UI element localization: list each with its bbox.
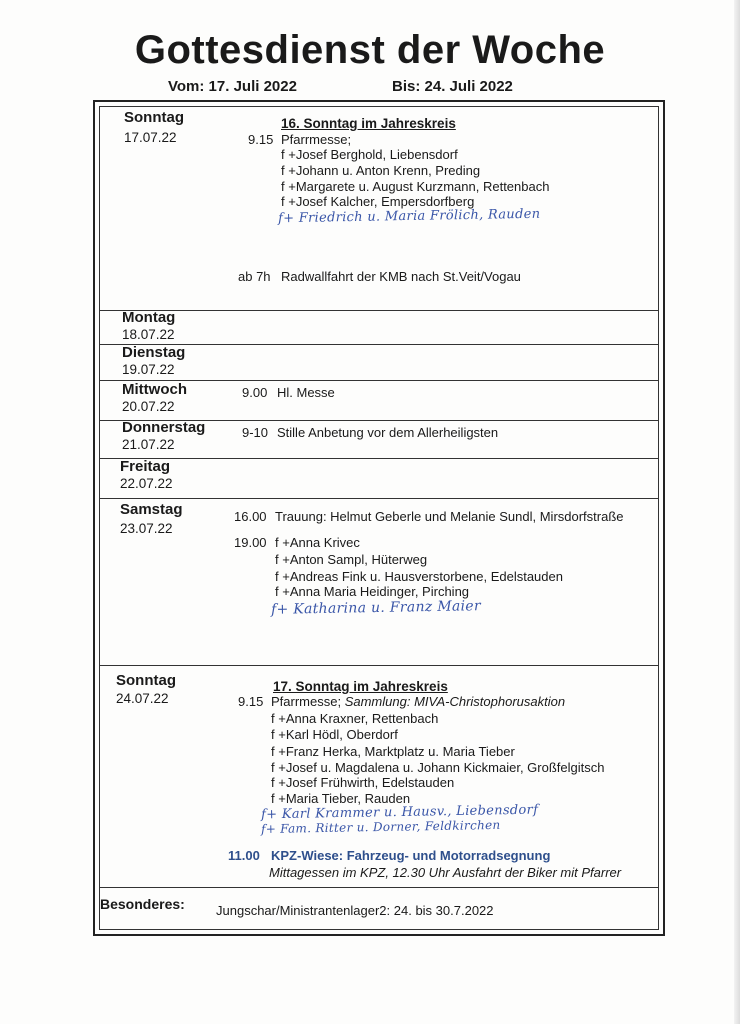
event-time-thursday: 9-10 bbox=[242, 425, 269, 440]
intention: f +Margarete u. August Kurzmann, Rettenbach bbox=[281, 179, 550, 194]
row-divider bbox=[100, 458, 658, 459]
intention: f +Anna Maria Heidinger, Pirching bbox=[275, 584, 470, 599]
intention: f +Anton Sampl, Hüterweg bbox=[275, 552, 428, 567]
day-name: Sonntag bbox=[116, 672, 176, 689]
handwritten-intention: f+ Karl Krammer u. Hausv., Liebensdorf bbox=[260, 802, 539, 823]
event-time: 16.00 bbox=[234, 509, 267, 524]
day-date-wednesday: 20.07.22 bbox=[122, 399, 175, 414]
mass-title: Pfarrmesse; bbox=[271, 694, 342, 709]
day-date-thursday: 21.07.22 bbox=[122, 437, 175, 452]
page-title: Gottesdienst der Woche bbox=[134, 28, 606, 72]
day-date: 23.07.22 bbox=[120, 521, 173, 536]
mass-title: Pfarrmesse; bbox=[281, 132, 352, 147]
handwritten-intention: f+ Fam. Ritter u. Dorner, Feldkirchen bbox=[260, 817, 501, 837]
mass-time: 19.00 bbox=[234, 535, 267, 550]
day-name-monday: Montag bbox=[122, 309, 176, 326]
mass-time: 9.15 bbox=[248, 132, 274, 147]
handwritten-intention: f+ Katharina u. Franz Maier bbox=[270, 598, 482, 618]
day-name-friday: Freitag bbox=[120, 458, 171, 475]
intention: f +Josef u. Magdalena u. Johann Kickmaier, Großfelgitsch bbox=[271, 760, 605, 775]
page-edge bbox=[734, 0, 740, 1024]
day-name-wednesday: Mittwoch bbox=[122, 381, 187, 398]
footer-label: Besonderes: bbox=[100, 896, 185, 912]
row-divider bbox=[100, 498, 658, 499]
schedule-table bbox=[93, 100, 665, 936]
event-title: KPZ-Wiese: Fahrzeug- und Motorradsegnung bbox=[271, 848, 551, 863]
event-time: 11.00 bbox=[228, 848, 260, 863]
event-text-wednesday: Hl. Messe bbox=[277, 385, 335, 400]
intention: f +Josef Kalcher, Empersdorfberg bbox=[281, 194, 475, 209]
intention: f +Andreas Fink u. Hausverstorbene, Edelstauden bbox=[275, 569, 563, 584]
event-time: ab 7h bbox=[238, 269, 271, 284]
day-date-monday: 18.07.22 bbox=[122, 327, 175, 342]
mass-title-line bbox=[271, 694, 565, 709]
intention: f +Josef Berghold, Liebensdorf bbox=[281, 147, 458, 162]
intention: f +Anna Krivec bbox=[275, 535, 360, 550]
intention: f +Johann u. Anton Krenn, Preding bbox=[281, 163, 481, 178]
day-name: Sonntag bbox=[124, 109, 184, 126]
footer-text: Jungschar/Ministrantenlager2: 24. bis 30.7.2022 bbox=[216, 903, 494, 918]
intention: f +Anna Kraxner, Rettenbach bbox=[271, 711, 439, 726]
row-divider bbox=[100, 887, 658, 888]
event-text: Trauung: Helmut Geberle und Melanie Sundl, Mirsdorfstraße bbox=[275, 509, 624, 524]
intention: f +Karl Hödl, Oberdorf bbox=[271, 727, 398, 742]
handwritten-intention: f+ Friedrich u. Maria Frölich, Rauden bbox=[277, 206, 541, 227]
intention: f +Maria Tieber, Rauden bbox=[271, 791, 411, 806]
date-to: Bis: 24. Juli 2022 bbox=[392, 78, 513, 95]
row-divider bbox=[100, 665, 658, 666]
collection-note: Sammlung: MIVA-Christophorusaktion bbox=[344, 694, 566, 709]
intention: f +Josef Frühwirth, Edelstauden bbox=[271, 775, 455, 790]
row-divider bbox=[100, 310, 658, 311]
intention: f +Franz Herka, Marktplatz u. Maria Tieber bbox=[271, 744, 515, 759]
event-text: Radwallfahrt der KMB nach St.Veit/Vogau bbox=[281, 269, 521, 284]
day-date-tuesday: 19.07.22 bbox=[122, 362, 175, 377]
day-name: Samstag bbox=[120, 501, 183, 518]
date-from: Vom: 17. Juli 2022 bbox=[168, 78, 297, 95]
event-text-thursday: Stille Anbetung vor dem Allerheiligsten bbox=[277, 425, 499, 440]
mass-time: 9.15 bbox=[238, 694, 264, 709]
day-date: 24.07.22 bbox=[116, 691, 169, 706]
day-name-thursday: Donnerstag bbox=[122, 419, 206, 436]
day-date: 17.07.22 bbox=[124, 130, 177, 145]
day-name-tuesday: Dienstag bbox=[122, 344, 186, 361]
liturgical-heading: 17. Sonntag im Jahreskreis bbox=[273, 679, 448, 694]
event-time-wednesday: 9.00 bbox=[242, 385, 268, 400]
day-date-friday: 22.07.22 bbox=[120, 476, 173, 491]
event-note: Mittagessen im KPZ, 12.30 Uhr Ausfahrt der Biker mit Pfarrer bbox=[269, 865, 622, 880]
liturgical-heading: 16. Sonntag im Jahreskreis bbox=[281, 116, 456, 131]
